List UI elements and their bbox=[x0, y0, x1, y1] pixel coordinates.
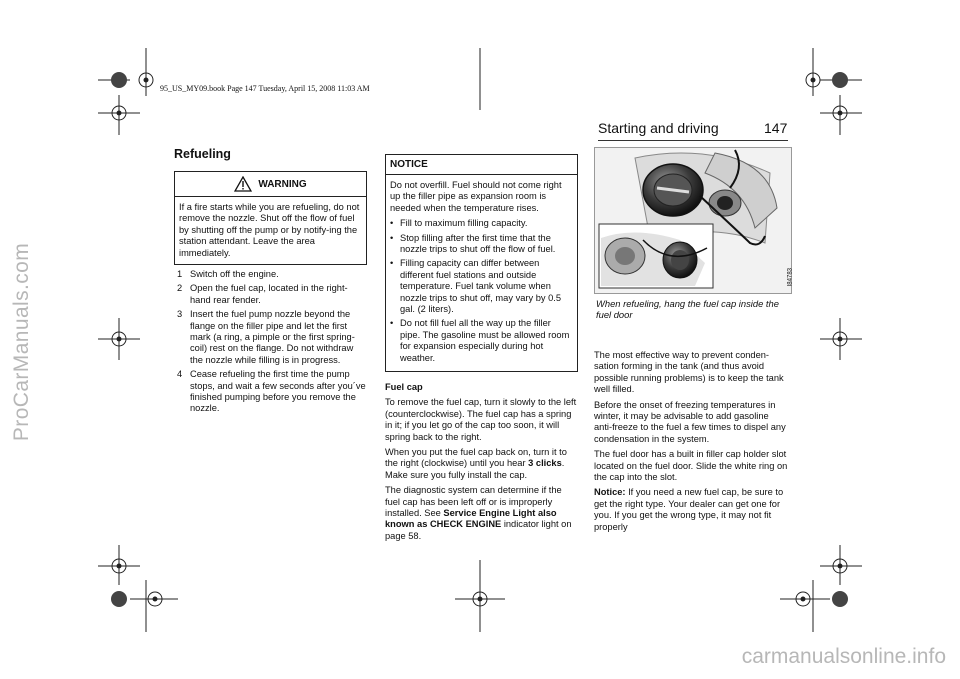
fuel-cap-paragraph-2: When you put the fuel cap back on, turn it to the right (clockwise) until you hear 3 clicks. Make sure you fully install the cap. bbox=[385, 447, 567, 480]
fuel-cap-section bbox=[385, 382, 577, 546]
warning-box bbox=[174, 171, 367, 265]
step-number: 3 bbox=[177, 309, 183, 320]
right-paragraph-4: Notice: If you need a new fuel cap, be sure to get the right type. Your dealer can get one for you. If you get the wrong type, it may not fit properly bbox=[594, 487, 784, 532]
header-rule bbox=[598, 140, 788, 141]
notice-header: NOTICE bbox=[386, 155, 577, 175]
warning-header bbox=[175, 172, 366, 197]
side-watermark: ProCarManuals.com bbox=[10, 242, 33, 442]
print-info-line: 95_US_MY09.book Page 147 Tuesday, April 15, 2008 11:03 AM bbox=[160, 84, 370, 93]
step-number: 1 bbox=[177, 269, 183, 279]
fuel-door-drawing bbox=[595, 148, 791, 293]
warning-triangle-icon bbox=[234, 176, 252, 192]
fuel-cap-paragraph-3: The diagnostic system can determine if the fuel cap has been left off or is improperly installed. See Service Engine Light also known as CHECK ENGINE indicator light on page 58. bbox=[385, 485, 572, 541]
step-text: Open the fuel cap, located in the right-hand rear fender. bbox=[190, 283, 348, 305]
page-title: Refueling bbox=[174, 147, 231, 161]
step-number: 4 bbox=[177, 369, 183, 380]
notice-bullet: • Do not fill fuel all the way up the filler pipe. The gasoline must be allowed room for expansion especially during hot weather. bbox=[390, 318, 570, 363]
notice-bullet: • Stop filling after the first time that the nozzle trips to shut off the flow of fuel. bbox=[390, 232, 556, 255]
notice-bullet: • Filling capacity can differ between different fuel stations and outside temperature. Fuel tank volume when nozzle trips to shut off, may vary by 0.5 gal. (2 liters). bbox=[390, 258, 562, 315]
step-text: Insert the fuel pump nozzle beyond the flange on the filler pipe and let the first mark (a ring, a pimple or the first spring-coil) rest on the flange. Do not withdraw the nozzle while filling is in progress. bbox=[190, 309, 355, 365]
step-item bbox=[177, 283, 367, 306]
step-text: Cease refueling the first time the pump stops, and wait a few seconds after you´ve finished pumping before you remove the nozzle. bbox=[190, 369, 366, 414]
right-column-text bbox=[594, 350, 788, 537]
notice-bullet: • Fill to maximum filling capacity. bbox=[390, 218, 528, 229]
step-text: Switch off the engine. bbox=[190, 269, 279, 279]
step-item bbox=[177, 269, 367, 280]
page-number: 147 bbox=[764, 120, 788, 136]
fuel-cap-heading: Fuel cap bbox=[385, 382, 423, 392]
fuel-cap-illustration bbox=[594, 147, 792, 294]
right-paragraph-1: The most effective way to prevent conden-sation forming in the tank (and thus avoid possible running problems) is to keep the tank well filled. bbox=[594, 350, 784, 395]
bottom-watermark: carmanualsonline.info bbox=[741, 645, 946, 668]
fuel-cap-paragraph-1: To remove the fuel cap, turn it slowly to the left (counterclockwise). The fuel cap has a spring in it; if you let go of the cap too soon, it will spring back to the right. bbox=[385, 397, 577, 442]
section-header: Starting and driving bbox=[598, 120, 719, 136]
figure-code: I84783 bbox=[787, 268, 793, 287]
notice-box bbox=[385, 154, 578, 372]
warning-text: If a fire starts while you are refueling, do not remove the nozzle. Shut off the flow of fuel by shutting off the pump or by notify-ing the station attendant. Leave the area immediately. bbox=[179, 202, 360, 258]
notice-intro: Do not overfill. Fuel should not come right up the filler pipe as expansion room is needed when the temperature rises. bbox=[390, 180, 562, 213]
figure-caption: When refueling, hang the fuel cap inside the fuel door bbox=[596, 298, 779, 321]
step-item bbox=[177, 369, 367, 415]
notice-body bbox=[386, 175, 577, 371]
step-item bbox=[177, 309, 367, 366]
warning-label: WARNING bbox=[258, 178, 307, 190]
right-paragraph-3: The fuel door has a built in filler cap holder slot located on the fuel door. Slide the white ring on the cap into the slot. bbox=[594, 449, 788, 483]
step-number: 2 bbox=[177, 283, 183, 294]
refuel-steps bbox=[177, 269, 367, 418]
right-paragraph-2: Before the onset of freezing temperatures in winter, it may be advisable to add gasoline anti-freeze to the fuel a few times to dispel any condensation in the system. bbox=[594, 399, 786, 444]
